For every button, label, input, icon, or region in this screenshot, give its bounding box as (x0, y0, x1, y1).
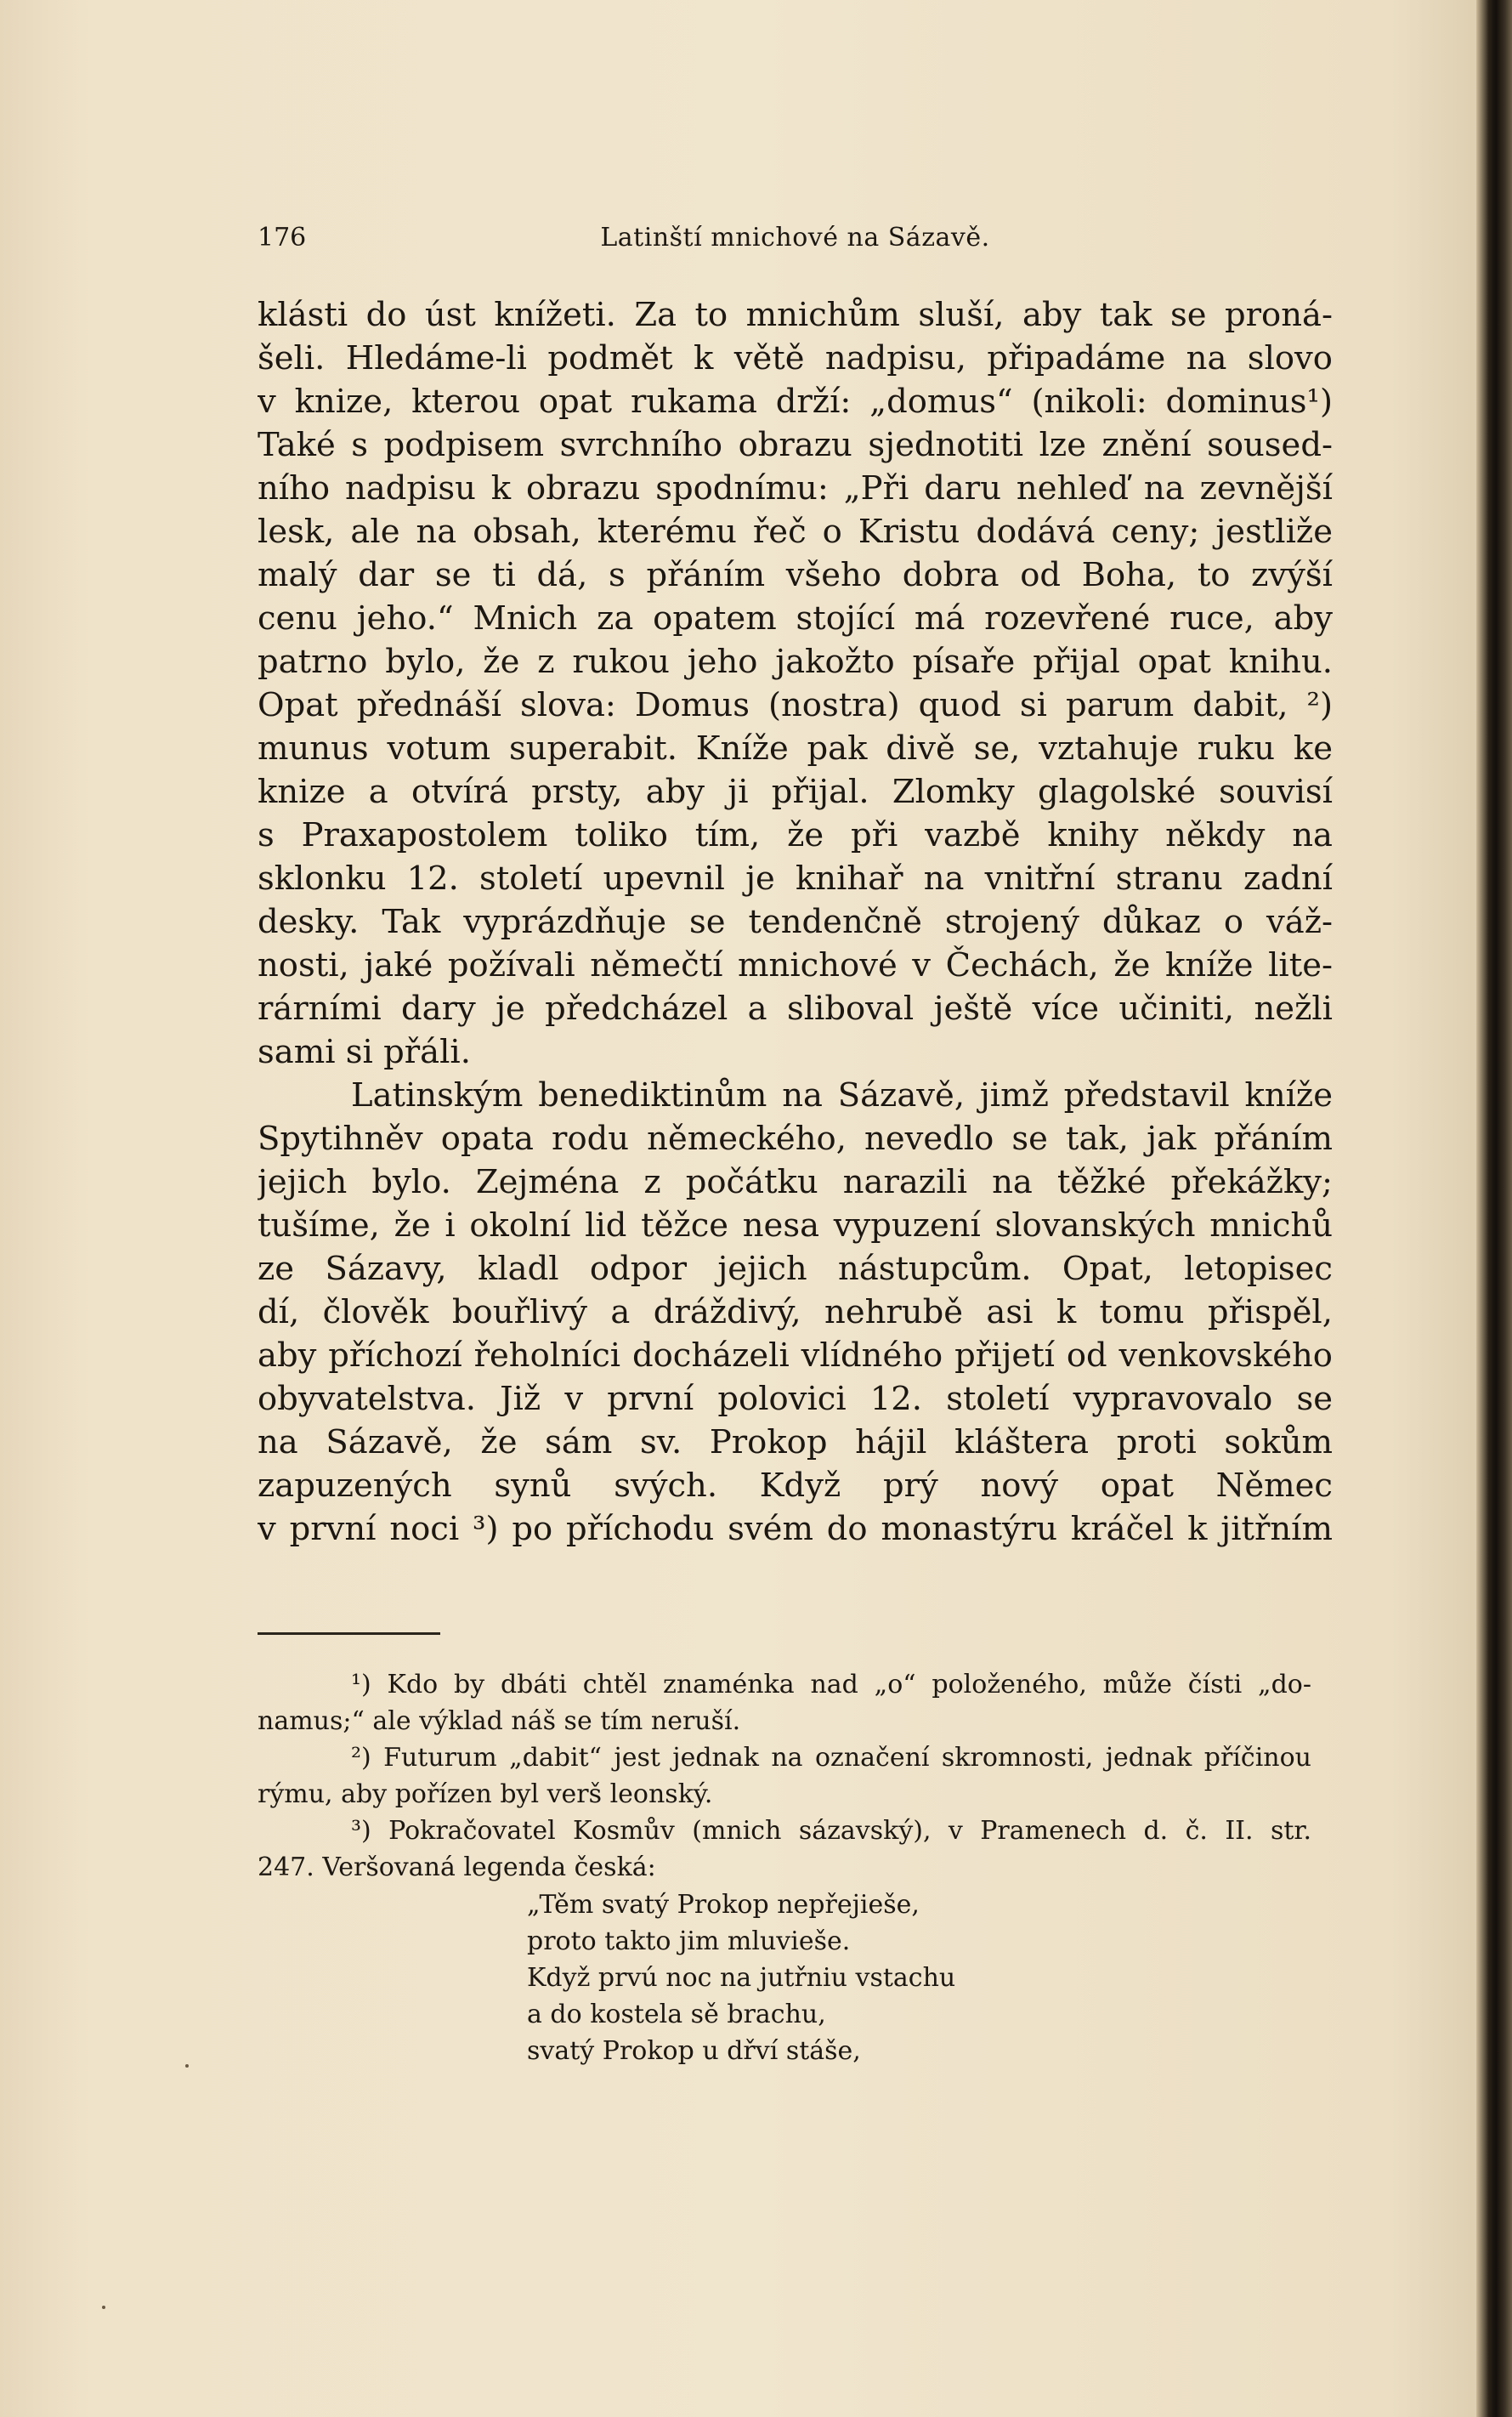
text-line: obyvatelstva. Již v první polovici 12. století vypravovalo se (258, 1380, 1333, 1418)
text-line: tušíme, že i okolní lid těžce nesa vypuzení slovanských mnichů (258, 1206, 1333, 1245)
text-line: nosti, jaké požívali němečtí mnichové v Čechách, že kníže lite- (258, 946, 1333, 984)
footnotes (258, 1666, 1311, 1886)
text-line: patrno bylo, že z rukou jeho jakožto písaře přijal opat knihu. (258, 643, 1333, 681)
text-line: ze Sázavy, kladl odpor jejich nástupcům. Opat, letopisec (258, 1250, 1333, 1288)
text-line: Spytihněv opata rodu německého, nevedlo se tak, jak přáním (258, 1120, 1333, 1158)
text-line: sami si přáli. (258, 1033, 471, 1071)
text-line: rárními dary je předcházel a sliboval ještě více učiniti, nežli (258, 990, 1333, 1028)
main-text (258, 293, 1333, 1551)
text-line: desky. Tak vyprázdňuje se tendenčně strojený důkaz o váž- (258, 903, 1333, 941)
footnote-line: namus;“ ale výklad náš se tím neruší. (258, 1706, 741, 1736)
verse-line: proto takto jim mluvieše. (527, 1926, 851, 1956)
verse-line: a do kostela sě brachu, (527, 2000, 826, 2029)
page-number: 176 (258, 223, 307, 252)
paragraph-1 (258, 293, 1333, 1074)
verse-line: Když prvú noc na jutřniu vstachu (527, 1963, 956, 1993)
verse-quote (527, 1887, 1122, 2069)
paper-speck (102, 2306, 105, 2309)
text-line: jejich bylo. Zejména z počátku narazili na těžké překážky; (258, 1163, 1333, 1201)
text-line: munus votum superabit. Kníže pak divě se, vztahuje ruku ke (258, 729, 1333, 768)
text-line: malý dar se ti dá, s přáním všeho dobra od Boha, to zvýší (258, 556, 1333, 594)
text-line: dí, člověk bouřlivý a dráždivý, nehrubě asi k tomu přispěl, (258, 1293, 1333, 1331)
footnote-line: ²) Futurum „dabit“ jest jednak na označení skromnosti, jednak příčinou (351, 1743, 1311, 1773)
footnote-line: ³) Pokračovatel Kosmův (mnich sázavský), v Pramenech d. č. II. str. (351, 1816, 1311, 1846)
footnote-2 (258, 1739, 1311, 1813)
footnote-1 (258, 1666, 1311, 1739)
book-spine-edge (1476, 0, 1512, 2417)
page-header (258, 223, 1333, 265)
verse-line: svatý Prokop u dřví stáše, (527, 2036, 861, 2066)
text-line: šeli. Hledáme-li podmět k větě nadpisu, připadáme na slovo (258, 339, 1333, 377)
running-head: Latinští mnichové na Sázavě. (600, 223, 990, 252)
footnote-3 (258, 1813, 1311, 1886)
text-line: v první noci ³) po příchodu svém do monastýru kráčel k jitřním (258, 1510, 1333, 1548)
text-line: knize a otvírá prsty, aby ji přijal. Zlomky glagolské souvisí (258, 773, 1333, 811)
text-line: Latinským benediktinům na Sázavě, jimž představil kníže (351, 1076, 1333, 1115)
footnote-line: rýmu, aby pořízen byl verš leonský. (258, 1779, 713, 1809)
text-line: na Sázavě, že sám sv. Prokop hájil kláštera proti sokům (258, 1423, 1333, 1461)
text-line: v knize, kterou opat rukama drží: „domus“ (nikoli: dominus¹) (258, 383, 1333, 421)
text-line: Také s podpisem svrchního obrazu sjednotiti lze znění soused- (258, 426, 1333, 464)
footnote-line: 247. Veršovaná legenda česká: (258, 1852, 656, 1882)
text-line: cenu jeho.“ Mnich za opatem stojící má rozevřené ruce, aby (258, 599, 1333, 638)
footnote-line: ¹) Kdo by dbáti chtěl znaménka nad „o“ položeného, může čísti „do- (351, 1670, 1311, 1699)
verse-line: „Těm svatý Prokop nepřejieše, (527, 1890, 920, 1920)
paper-speck (185, 2064, 189, 2068)
text-line: lesk, ale na obsah, kterému řeč o Kristu dodává ceny; jestliže (258, 513, 1333, 551)
text-line: s Praxapostolem toliko tím, že při vazbě knihy někdy na (258, 816, 1333, 854)
text-line: ního nadpisu k obrazu spodnímu: „Při daru nehleď na zevnější (258, 469, 1333, 508)
text-line: zapuzených synů svých. Když prý nový opat Němec (258, 1467, 1333, 1505)
paragraph-2 (258, 1074, 1333, 1551)
text-line: Opat přednáší slova: Domus (nostra) quod si parum dabit, ²) (258, 686, 1333, 724)
text-line: aby příchozí řeholníci docházeli vlídného přijetí od venkovského (258, 1336, 1333, 1375)
text-line: sklonku 12. století upevnil je knihař na vnitřní stranu zadní (258, 860, 1333, 898)
footnote-separator (258, 1632, 440, 1635)
text-line: klásti do úst knížeti. Za to mnichům sluší, aby tak se proná- (258, 296, 1333, 334)
